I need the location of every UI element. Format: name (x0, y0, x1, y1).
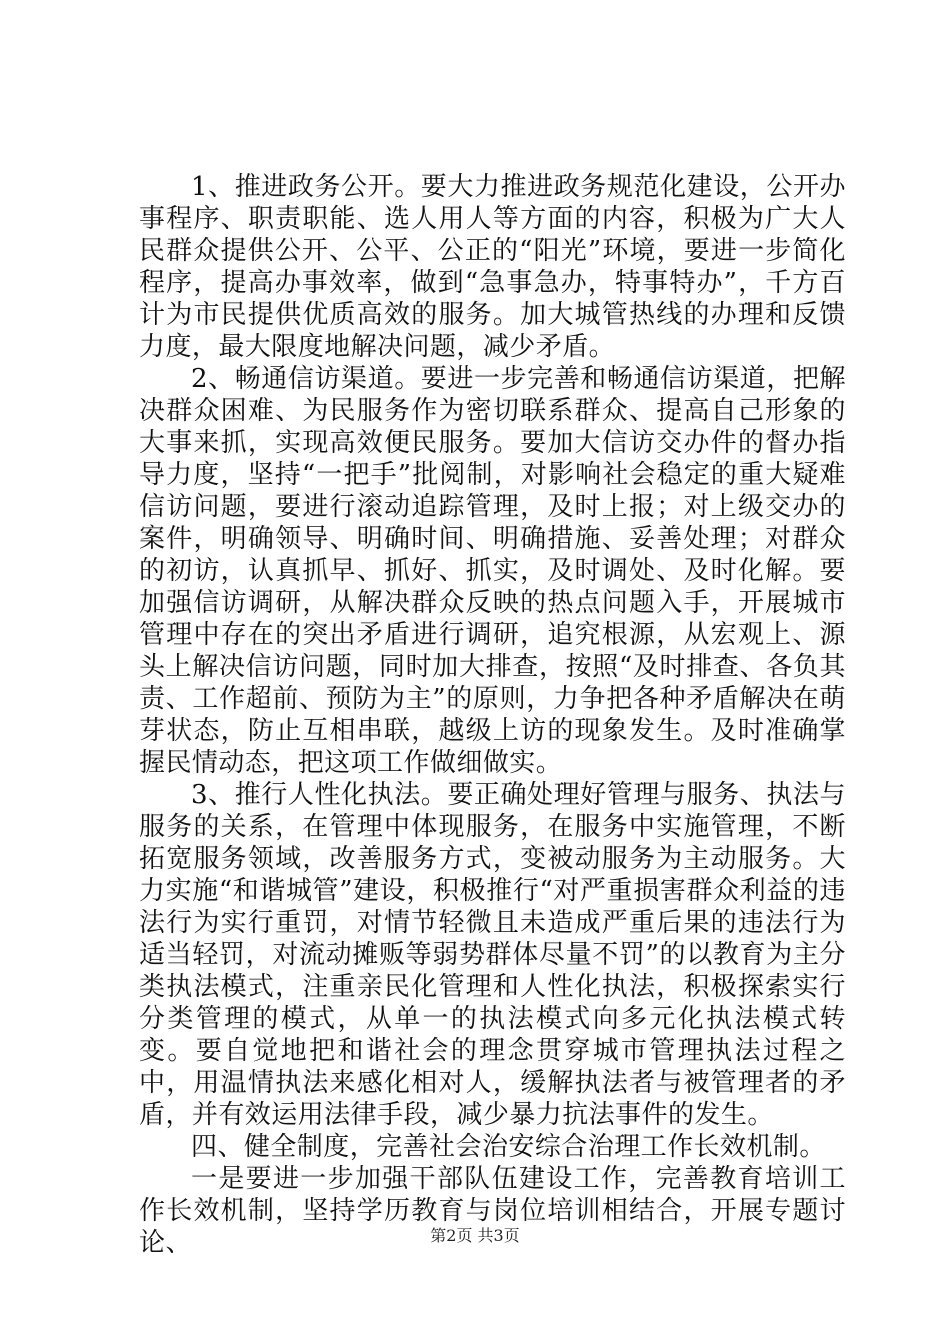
paragraph-2-petition: 2、畅通信访渠道。要进一步完善和畅通信访渠道，把解决群众困难、为民服务作为密切联系群众、提高自己形象的大事来抓，实现高效便民服务。要加大信访交办件的督办指导力度，坚持“一把手”批阅制，对影响社会稳定的重大疑难信访问题，要进行滚动追踪管理，及时上报；对上级交办的案件，明确领导、明确时间、明确措施、妥善处理；对群众的初访，认真抓早、抓好、抓实，及时调处、及时化解。要加强信访调研，从解决群众反映的热点问题入手，开展城市管理中存在的突出矛盾进行调研，追究根源，从宏观上、源头上解决信访问题，同时加大排查，按照“及时排查、各负其责、工作超前、预防为主”的原则，力争把各种矛盾解决在萌芽状态，防止互相串联，越级上访的现象发生。及时准确掌握民情动态，把这项工作做细做实。 (139, 364, 846, 778)
paragraph-section-4-heading: 四、健全制度，完善社会治安综合治理工作长效机制。 (191, 1132, 826, 1162)
paragraph-1-publicity: 1、推进政务公开。要大力推进政务规范化建设，公开办事程序、职责职能、选人用人等方面的内容，积极为广大人民群众提供公开、公平、公正的“阳光”环境，要进一步简化程序，提高办事效率，做到“急事急办，特事特办”，千方百计为市民提供优质高效的服务。加大城管热线的办理和反馈力度，最大限度地解决问题，减少矛盾。 (139, 172, 846, 362)
document-body (139, 171, 846, 1259)
paragraph-5-team-building: 一是要进一步加强干部队伍建设工作，完善教育培训工作长效机制，坚持学历教育与岗位培训相结合，开展专题讨论、 (139, 1164, 846, 1258)
paragraph-3-humane-enforcement: 3、推行人性化执法。要正确处理好管理与服务、执法与服务的关系，在管理中体现服务，在服务中实施管理，不断拓宽服务领域，改善服务方式，变被动服务为主动服务。大力实施“和谐城管”建设，积极推行“对严重损害群众利益的违法行为实行重罚，对情节轻微且未造成严重后果的违法行为适当轻罚，对流动摊贩等弱势群体尽量不罚”的以教育为主分类执法模式，注重亲民化管理和人性化执法，积极探索实行分类管理的模式，从单一的执法模式向多元化执法模式转变。要自觉地把和谐社会的理念贯穿城市管理执法过程之中，用温情执法来感化相对人，缓解执法者与被管理者的矛盾，并有效运用法律手段，减少暴力抗法事件的发生。 (139, 780, 846, 1130)
page-number-footer: 第2页 共3页 (430, 1226, 520, 1245)
